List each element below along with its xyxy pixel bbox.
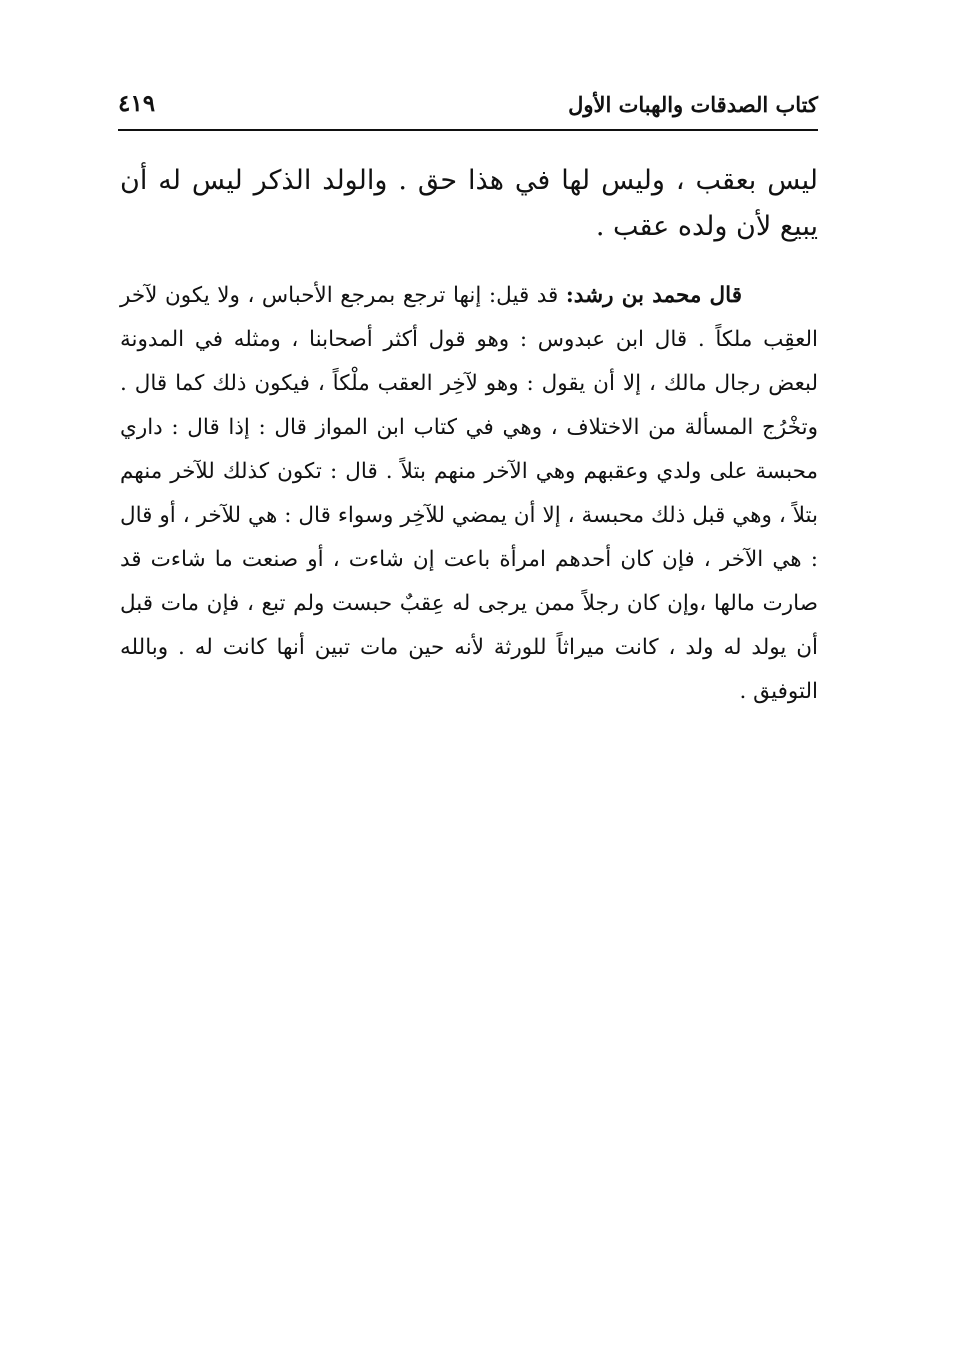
paragraph-1: ليس بعقب ، وليس لها في هذا حق . والولد الذكر ليس له أن يبيع لأن ولده عقب . <box>120 165 818 242</box>
running-title: كتاب الصدقات والهبات الأول <box>568 92 818 117</box>
page-number: ٤١٩ <box>118 90 156 117</box>
paragraph-2 <box>120 274 818 714</box>
speaker-name: قال محمد بن رشد: <box>565 283 742 308</box>
header-rule <box>118 129 818 131</box>
running-header <box>118 88 818 130</box>
paragraph-2-text: قد قيل: إنها ترجع بمرجع الأحباس ، ولا يكون لآخر العقِب ملكاً . قال ابن عبدوس : وهو قول أكثر أصحابنا ، ومثله في المدونة لبعض رجال مالك ، إلا أن يقول : وهو لآخِر العقب ملْكاً ، فيكون ذلك كما قال . وتخْرُج المسألة من الاختلاف ، وهي في كتاب ابن المواز قال : إذا قال : داري محبسة على ولدي وعقبهم وهي الآخر منهم بتلاً . قال : تكون كذلك للآخر منهم بتلاً ، وهي قبل ذلك محبسة ، إلا أن يمضي للآخِر وسواء قال : هي للآخر ، أو قال : هي الآخر ، فإن كان أحدهم امرأة باعت إن شاءت ، أو صنعت ما شاءت قد صارت مالها ،وإن كان رجلاً ممن يرجى له عِقبٌ حبست ولم تبع ، فإن مات قبل أن يولد له ولد ، كانت ميراثاً للورثة لأنه حين مات تبين أنها كانت له . وبالله التوفيق . <box>120 283 818 704</box>
